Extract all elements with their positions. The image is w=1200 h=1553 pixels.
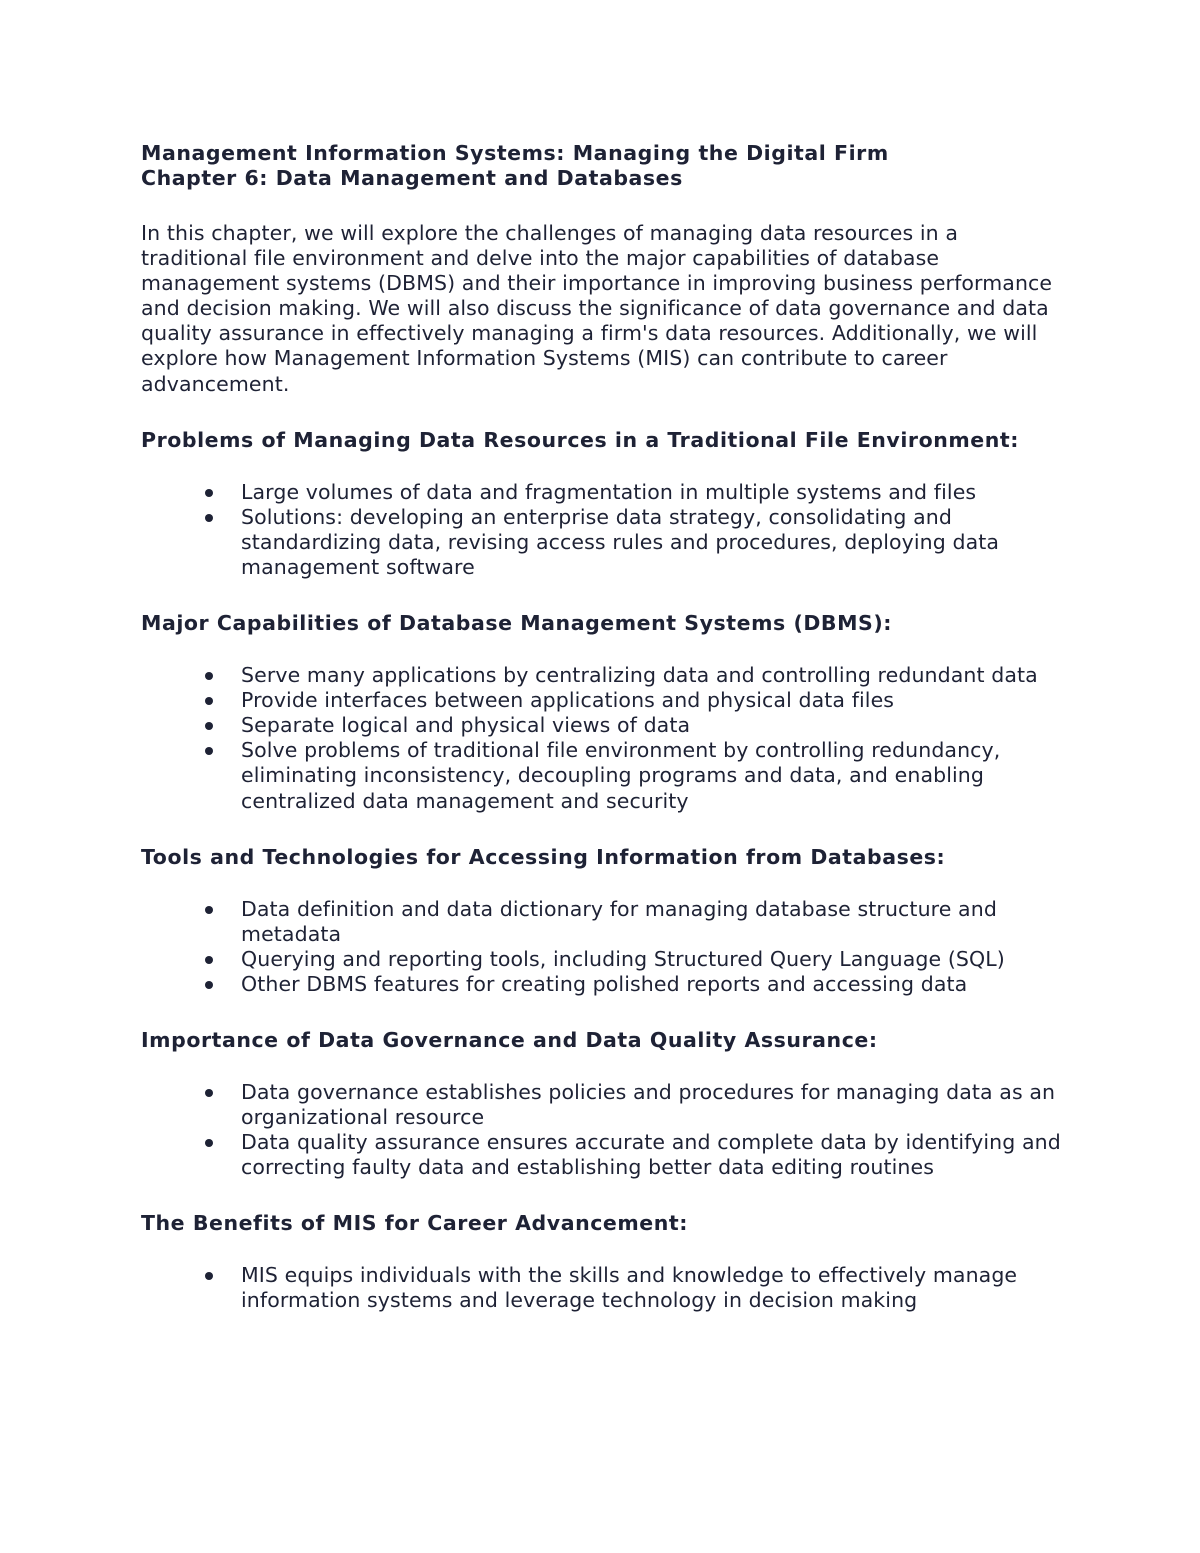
document-title: Management Information Systems: Managing the Digital Firm xyxy=(141,141,889,165)
intro-paragraph: In this chapter, we will explore the challenges of managing data resources in a traditional file environment and delve into the major capabilities of database management systems (DBMS) and their importance in improving business performance and decision making. We will also discuss the significance of data governance and data quality assurance in effectively managing a firm's data resources. Additionally, we will explore how Management Information Systems (MIS) can contribute to career advancement. xyxy=(141,221,1053,396)
section-governance xyxy=(141,1028,1071,1180)
chapter-title: Chapter 6: Data Management and Databases xyxy=(141,166,683,190)
list-item-text: Data quality assurance ensures accurate and complete data by identifying and correcting faulty data and establishing better data editing routines xyxy=(241,1130,1061,1180)
list-item xyxy=(141,738,1071,813)
bullet-icon xyxy=(205,1139,213,1147)
list-item xyxy=(141,505,1071,580)
list-item xyxy=(141,713,1071,738)
bullet-icon xyxy=(205,747,213,755)
list-item xyxy=(141,1130,1071,1180)
section-heading: Major Capabilities of Database Management Systems (DBMS): xyxy=(141,611,893,636)
bullet-icon xyxy=(205,722,213,730)
list-item-text: Data definition and data dictionary for managing database structure and metadata xyxy=(241,896,997,946)
list-item xyxy=(141,688,1071,713)
list-item-text: Separate logical and physical views of data xyxy=(241,713,691,738)
bullet-icon xyxy=(205,697,213,705)
list-item xyxy=(141,480,1071,505)
list-item-text: Other DBMS features for creating polished reports and accessing data xyxy=(241,971,968,996)
list-item-text: Data governance establishes policies and procedures for managing data as an organizational resource xyxy=(241,1079,1056,1130)
section-problems xyxy=(141,428,1071,580)
list-item-text: MIS equips individuals with the skills and knowledge to effectively manage information systems and leverage technology in decision making xyxy=(241,1263,1018,1313)
document-page xyxy=(141,141,1071,1314)
bullet-icon xyxy=(205,906,213,914)
section-heading: The Benefits of MIS for Career Advancement: xyxy=(141,1211,688,1236)
bullet-list xyxy=(141,480,1071,580)
section-heading: Problems of Managing Data Resources in a Traditional File Environment: xyxy=(141,427,1019,452)
list-item xyxy=(141,897,1071,947)
list-item-text: Large volumes of data and fragmentation in multiple systems and files xyxy=(241,479,977,504)
list-item-text: Solutions: developing an enterprise data strategy, consolidating and standardizing data, revising access rules and procedures, deploying data management software xyxy=(241,504,1000,579)
bullet-icon xyxy=(205,1272,213,1280)
bullet-icon xyxy=(205,489,213,497)
bullet-icon xyxy=(205,981,213,989)
list-item xyxy=(141,1080,1071,1130)
list-item xyxy=(141,972,1071,997)
section-heading: Importance of Data Governance and Data Quality Assurance: xyxy=(141,1027,878,1052)
list-item-text: Serve many applications by centralizing data and controlling redundant data xyxy=(241,663,1038,688)
list-item-text: Querying and reporting tools, including Structured Query Language (SQL) xyxy=(241,946,1005,971)
bullet-icon xyxy=(205,672,213,680)
section-tools xyxy=(141,845,1071,997)
bullet-icon xyxy=(205,956,213,964)
section-career xyxy=(141,1211,1071,1313)
list-item xyxy=(141,663,1071,688)
list-item-text: Provide interfaces between applications and physical data files xyxy=(241,688,895,713)
bullet-list xyxy=(141,1080,1071,1180)
bullet-list xyxy=(141,663,1071,814)
section-heading: Tools and Technologies for Accessing Information from Databases: xyxy=(141,844,946,869)
bullet-icon xyxy=(205,514,213,522)
section-dbms-capabilities xyxy=(141,611,1071,814)
bullet-icon xyxy=(205,1089,213,1097)
list-item xyxy=(141,1263,1071,1313)
list-item xyxy=(141,947,1071,972)
bullet-list xyxy=(141,1263,1071,1313)
bullet-list xyxy=(141,897,1071,997)
list-item-text: Solve problems of traditional file environment by controlling redundancy, eliminating inconsistency, decoupling programs and data, and enabling centralized data management and security xyxy=(241,738,1001,813)
